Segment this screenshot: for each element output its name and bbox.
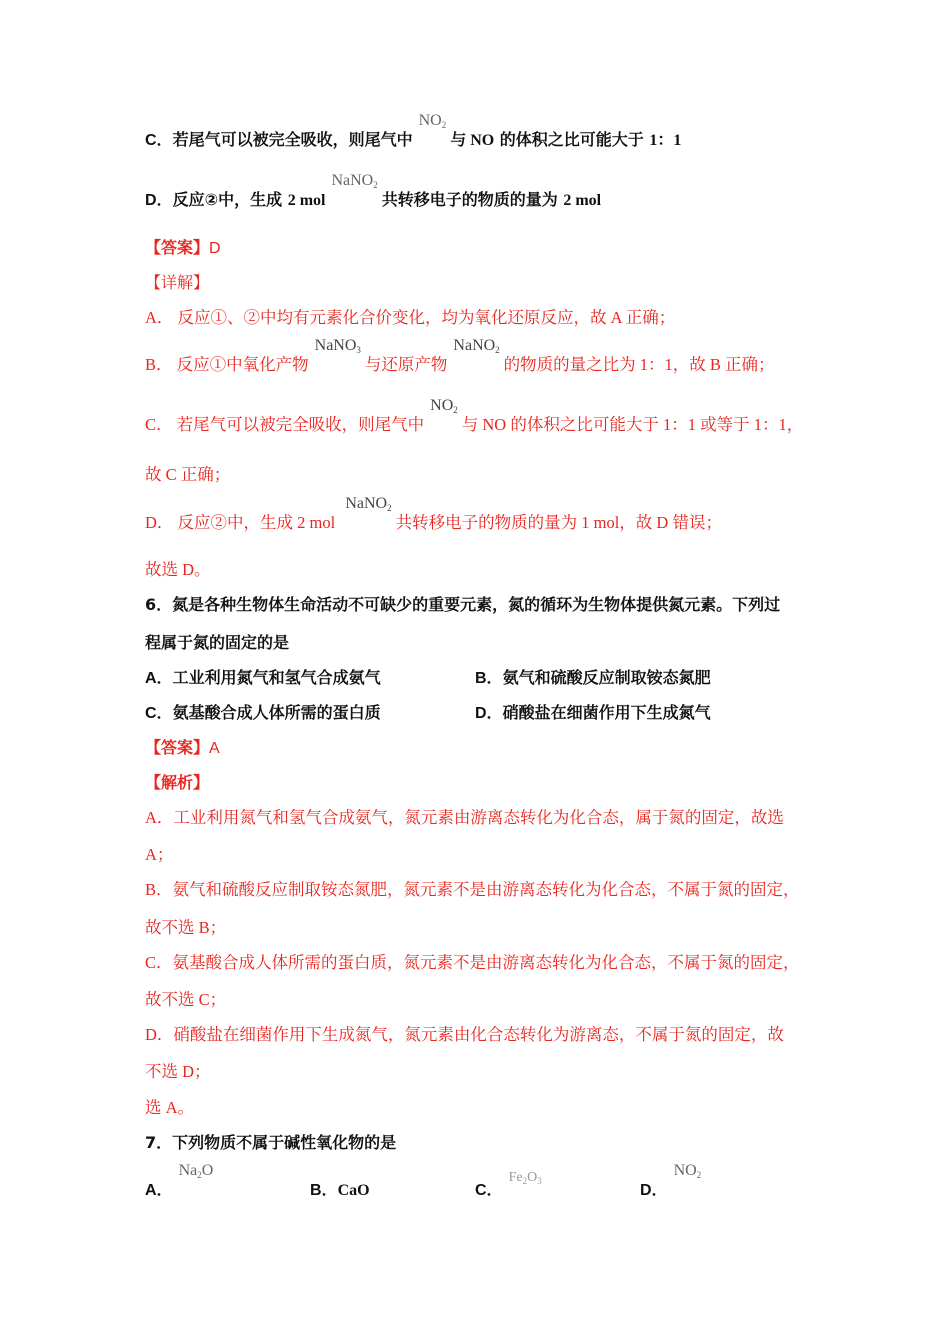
text-segment: A．工业利用氮气和氢气合成氨气，氮元素由游离态转化为化合态，属于氮的固定，故选 <box>145 808 784 827</box>
text-segment: 氨基酸合成人体所需的蛋白质 <box>172 703 381 722</box>
text-segment: 与 NO 的体积之比可能大于 1：1 或等于 1：1， <box>461 415 804 434</box>
text-segment: B． <box>310 1182 338 1199</box>
formula-subscript: 2 <box>495 345 500 355</box>
formula-text: NO <box>418 112 442 129</box>
formula-text: NaNO <box>314 337 357 354</box>
text-line <box>145 1162 217 1205</box>
text-segment: 氨气和硫酸反应制取铵态氮肥 <box>502 668 711 687</box>
chemical-formula <box>345 494 391 518</box>
text-line <box>145 918 226 938</box>
text-segment: 7．下列物质不属于碱性氧化物的是 <box>145 1133 397 1152</box>
text-segment: 共转移电子的物质的量为 <box>381 190 564 209</box>
text-segment: 的物质的量之比为 1：1，故 B 正确； <box>503 355 775 374</box>
text-segment: 选 A。 <box>145 1098 195 1117</box>
text-segment: D．硝酸盐在细菌作用下生成氮气，氮元素由化合态转化为游离态，不属于氮的固定，故 <box>145 1025 784 1044</box>
text-line <box>475 1170 546 1205</box>
text-line <box>145 845 173 865</box>
text-line <box>145 808 784 828</box>
formula-text: NO <box>673 1162 697 1179</box>
formula-subscript: 2 <box>373 180 378 190</box>
text-line <box>475 703 711 724</box>
text-segment: 程属于氮的固定的是 <box>145 633 290 652</box>
text-line <box>145 112 682 155</box>
text-segment: 若尾气可以被完全吸收，则尾气中 <box>172 130 413 149</box>
text-segment: 反应②中，生成 <box>172 190 288 209</box>
formula-subscript: 2 <box>197 1170 202 1180</box>
text-line <box>145 273 209 294</box>
text-segment: CaO <box>337 1182 370 1199</box>
chemical-formula <box>315 336 361 360</box>
text-segment: 6．氮是各种生物体生命活动不可缺少的重要元素，氮的循环为生物体提供氮元素。下列过 <box>145 595 781 614</box>
text-segment: C． 若尾气可以被完全吸收，则尾气中 <box>145 415 425 434</box>
text-line <box>310 1180 370 1201</box>
formula-text: NaNO <box>453 337 496 354</box>
text-segment: 【详解】 <box>145 275 210 292</box>
text-segment: 2 mol <box>287 192 326 209</box>
text-line <box>145 337 775 380</box>
formula-text: Na <box>178 1162 198 1179</box>
chemical-formula <box>179 1161 214 1185</box>
text-segment: 硝酸盐在细菌作用下生成氮气 <box>502 703 711 722</box>
text-line <box>145 495 722 538</box>
text-line <box>145 595 780 615</box>
text-segment: C．氨基酸合成人体所需的蛋白质，氮元素不是由游离态转化为化合态，不属于氮的固定， <box>145 953 800 972</box>
formula-subscript: 3 <box>356 345 361 355</box>
text-line <box>145 633 289 653</box>
formula-subscript: 2 <box>696 1170 702 1180</box>
text-segment: B．氨气和硫酸反应制取铵态氮肥，氮元素不是由游离态转化为化合态，不属于氮的固定， <box>145 880 800 899</box>
chemical-formula <box>430 396 458 420</box>
text-line <box>145 1098 194 1118</box>
text-segment: C． <box>475 1182 503 1199</box>
text-line <box>145 990 226 1010</box>
text-line <box>145 172 602 215</box>
text-line <box>145 703 381 724</box>
text-line <box>145 1062 211 1082</box>
text-segment: 工业利用氮气和氢气合成氨气 <box>172 668 381 687</box>
chemical-formula <box>331 171 377 195</box>
text-segment: 与还原产物 <box>364 355 448 374</box>
text-segment: 与 <box>450 132 471 149</box>
formula-subscript: 2 <box>522 1176 528 1186</box>
text-segment: 故不选 C； <box>145 990 227 1009</box>
formula-text: Fe <box>508 1170 523 1185</box>
text-segment: 【答案】 <box>145 738 210 757</box>
text-segment: 1：1 <box>649 132 682 149</box>
text-segment: 的体积之比可能大于 <box>494 130 650 149</box>
formula-subscript: 3 <box>537 1176 542 1186</box>
text-segment: A <box>209 740 220 757</box>
text-line <box>145 773 209 793</box>
chemical-formula <box>453 336 499 360</box>
text-segment: NO <box>470 132 495 149</box>
text-segment: 共转移电子的物质的量为 1 mol，故 D 错误； <box>395 513 722 532</box>
text-line <box>145 308 675 328</box>
text-line <box>145 953 800 973</box>
text-segment: 故选 D。 <box>145 560 211 579</box>
text-segment: D． <box>475 705 503 722</box>
text-segment: A． <box>145 1182 173 1199</box>
text-segment: B． 反应①中氧化产物 <box>145 355 309 374</box>
text-segment: D． 反应②中，生成 2 mol <box>145 513 340 532</box>
text-line <box>145 238 221 259</box>
text-segment: D <box>209 240 221 257</box>
text-segment: A； <box>145 845 174 864</box>
formula-text: NaNO <box>331 172 374 189</box>
text-line <box>145 1025 784 1045</box>
formula-text: O <box>527 1170 538 1185</box>
text-line <box>145 397 804 440</box>
text-line <box>145 465 230 485</box>
text-segment: 故 C 正确； <box>145 465 231 484</box>
formula-subscript: 2 <box>387 503 392 513</box>
text-line <box>145 1133 396 1153</box>
text-segment: A． <box>145 670 173 687</box>
text-segment: A． 反应①、②中均有元素化合价变化，均为氧化还原反应，故 A 正确； <box>145 308 676 327</box>
chemical-formula <box>419 111 447 135</box>
text-line <box>640 1162 705 1205</box>
formula-text: O <box>201 1162 214 1179</box>
text-line <box>475 668 711 689</box>
text-segment: C． <box>145 705 173 722</box>
chemical-formula <box>674 1161 702 1185</box>
text-segment: D． <box>145 192 173 209</box>
text-line <box>145 668 381 689</box>
text-line <box>145 560 211 580</box>
text-segment: 不选 D； <box>145 1062 211 1081</box>
text-line <box>145 880 800 900</box>
chemical-formula <box>509 1168 542 1191</box>
text-segment: 【答案】 <box>145 238 210 257</box>
text-segment: B． <box>475 670 503 687</box>
formula-subscript: 2 <box>441 120 447 130</box>
formula-text: NaNO <box>345 495 388 512</box>
text-line <box>145 738 220 759</box>
text-segment: D． <box>640 1182 668 1199</box>
text-segment: 【解析】 <box>145 773 210 792</box>
text-segment: 2 mol <box>563 192 602 209</box>
formula-subscript: 2 <box>453 405 458 415</box>
text-segment: C． <box>145 132 173 149</box>
text-segment: 故不选 B； <box>145 918 227 937</box>
formula-text: NO <box>430 397 454 414</box>
